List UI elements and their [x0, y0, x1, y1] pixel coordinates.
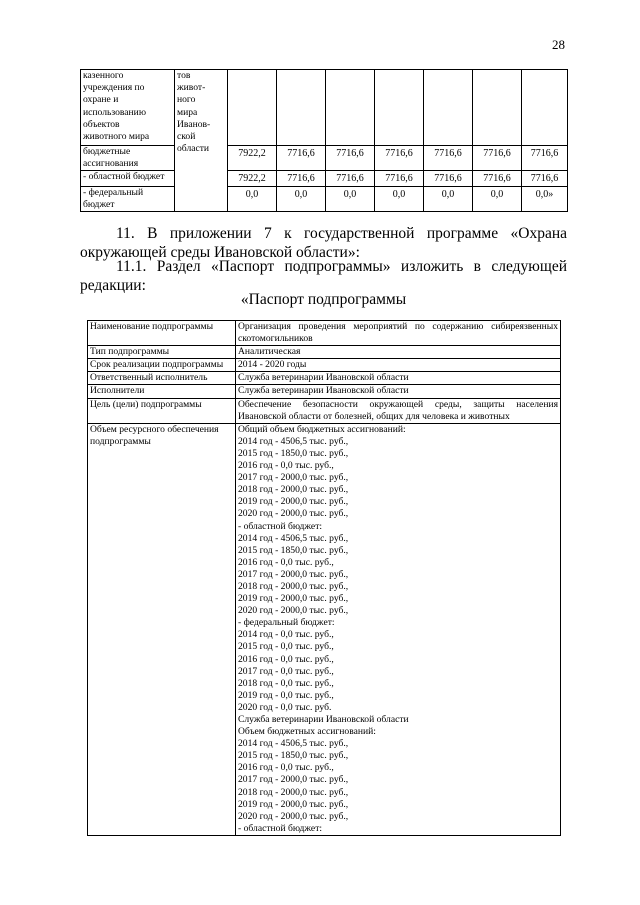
resource-line: 2015 год - 1850,0 тыс. руб., [238, 447, 349, 459]
resource-line: - областной бюджет: [238, 520, 323, 532]
value-cell: 0,0 [375, 186, 424, 211]
paragraph-11-1 [80, 257, 567, 295]
resource-line: 2018 год - 2000,0 тыс. руб., [238, 484, 349, 496]
value-cell: 7716,6 [375, 146, 424, 171]
table-row [88, 423, 561, 835]
cell-line: объектов [83, 118, 120, 130]
value-cell: 0,0 [228, 186, 277, 211]
resource-lines-cell [236, 423, 561, 835]
resource-line: 2017 год - 2000,0 тыс. руб., [238, 774, 349, 786]
page-number: 28 [552, 37, 565, 52]
cell-line: казенного [83, 70, 124, 81]
resource-line: 2016 год - 0,0 тыс. руб., [238, 762, 334, 774]
table-row [88, 398, 561, 423]
cell-line: тов [177, 70, 191, 81]
value-cell: 7716,6 [375, 171, 424, 186]
resource-line: 2016 год - 0,0 тыс. руб., [238, 653, 334, 665]
resource-line: 2017 год - 2000,0 тыс. руб., [238, 568, 349, 580]
passport-label: Ответственный исполнитель [88, 372, 236, 385]
passport-value: Аналитическая [236, 346, 561, 359]
value-cell: 0,0» [522, 186, 568, 211]
table-row [81, 171, 568, 186]
value-cell: 0,0 [473, 186, 522, 211]
resource-line: 2015 год - 1850,0 тыс. руб., [238, 544, 349, 556]
cell-line: Иванов- [177, 118, 211, 130]
value-cell: 7716,6 [473, 171, 522, 186]
passport-value: Служба ветеринарии Ивановской области [236, 385, 561, 398]
resource-line: 2016 год - 0,0 тыс. руб., [238, 460, 334, 472]
value-cell: 0,0 [424, 186, 473, 211]
passport-label: Цель (цели) подпрограммы [88, 398, 236, 423]
table-row [88, 321, 561, 346]
table-row [88, 372, 561, 385]
cell-line: использованию [83, 106, 146, 118]
executor-short-cell [175, 70, 228, 212]
resource-line: 2015 год - 0,0 тыс. руб., [238, 641, 334, 653]
passport-label: Срок реализации подпрограммы [88, 359, 236, 372]
paragraph-11-text: 11. В приложении 7 к государственной программе «Охрана окружающей среды Ивановской области»: [80, 225, 567, 261]
resource-line: 2016 год - 0,0 тыс. руб., [238, 556, 334, 568]
resource-line: 2019 год - 2000,0 тыс. руб., [238, 496, 349, 508]
resource-line: 2014 год - 4506,5 тыс. руб., [238, 532, 349, 544]
passport-label: Исполнители [88, 385, 236, 398]
cell-line: животного мира [83, 131, 150, 143]
resource-line: Объем бюджетных ассигнований: [238, 726, 376, 738]
passport-label: Наименование подпрограммы [88, 321, 236, 346]
resource-line: 2018 год - 2000,0 тыс. руб., [238, 580, 349, 592]
passport-value: 2014 - 2020 годы [236, 359, 561, 372]
resource-line: 2020 год - 2000,0 тыс. руб., [238, 810, 349, 822]
cell-line: живот- [177, 82, 206, 94]
resource-line: 2018 год - 2000,0 тыс. руб., [238, 786, 349, 798]
cell-line: охране и [83, 94, 119, 106]
resource-line: 2019 год - 0,0 тыс. руб., [238, 689, 334, 701]
resource-line: Служба ветеринарии Ивановской области [238, 714, 409, 725]
value-cell: 7716,6 [424, 146, 473, 171]
resource-line: 2019 год - 2000,0 тыс. руб., [238, 798, 349, 810]
table-row [81, 186, 568, 211]
value-cell: 7716,6 [326, 146, 375, 171]
executor-name-cell [81, 70, 175, 146]
value-cell: 7922,2 [228, 171, 277, 186]
passport-value: Обеспечение безопасности окружающей среды, защиты населения Ивановской области от болезней, общих для человека и животных [236, 398, 561, 423]
passport-label: Тип подпрограммы [88, 346, 236, 359]
budget-table-continuation [80, 69, 568, 212]
cell-line: мира [177, 106, 198, 118]
value-cell: 0,0 [326, 186, 375, 211]
resource-line: 2019 год - 2000,0 тыс. руб., [238, 593, 349, 605]
resource-line: 2017 год - 2000,0 тыс. руб., [238, 472, 349, 484]
value-cell: 0,0 [277, 186, 326, 211]
row-label: бюджетные ассигнования [81, 146, 175, 171]
table-row [88, 359, 561, 372]
resource-line: 2014 год - 4506,5 тыс. руб., [238, 738, 349, 750]
passport-heading: «Паспорт подпрограммы [240, 291, 407, 308]
resource-line: Общий объем бюджетных ассигнований: [238, 423, 406, 435]
row-label: - областной бюджет [81, 171, 175, 186]
resource-line: 2020 год - 2000,0 тыс. руб., [238, 508, 349, 520]
passport-table [87, 320, 561, 836]
row-label: - федеральный бюджет [81, 186, 175, 211]
value-cell: 7922,2 [228, 146, 277, 171]
cell-line: ской [177, 131, 196, 143]
resource-line: - федеральный бюджет: [238, 617, 335, 629]
value-cell: 7716,6 [522, 146, 568, 171]
table-row [88, 385, 561, 398]
cell-line: ного [177, 94, 196, 106]
cell-line: области [177, 143, 210, 155]
passport-value: Служба ветеринарии Ивановской области [236, 372, 561, 385]
passport-label: Объем ресурсного обеспечения подпрограммы [88, 423, 236, 835]
value-cell: 7716,6 [277, 171, 326, 186]
table-row [81, 70, 568, 146]
passport-value: Организация проведения мероприятий по содержанию сибиреязвенных скотомогильников [236, 321, 561, 346]
resource-line: 2014 год - 4506,5 тыс. руб., [238, 435, 349, 447]
resource-line: 2018 год - 0,0 тыс. руб., [238, 677, 334, 689]
value-cell: 7716,6 [473, 146, 522, 171]
resource-line: 2014 год - 0,0 тыс. руб., [238, 629, 334, 641]
resource-line: 2017 год - 0,0 тыс. руб., [238, 665, 334, 677]
value-cell: 7716,6 [326, 171, 375, 186]
value-cell: 7716,6 [522, 171, 568, 186]
paragraph-11-1-text: 11.1. Раздел «Паспорт подпрограммы» изложить в следующей редакции: [80, 258, 567, 294]
resource-line: 2020 год - 2000,0 тыс. руб., [238, 605, 349, 617]
table-row [81, 146, 568, 171]
cell-line: учреждения по [83, 82, 145, 94]
table-row [88, 346, 561, 359]
value-cell: 7716,6 [277, 146, 326, 171]
resource-line: 2015 год - 1850,0 тыс. руб., [238, 750, 349, 762]
value-cell: 7716,6 [424, 171, 473, 186]
resource-line: 2020 год - 0,0 тыс. руб. [238, 701, 332, 713]
resource-line: - областной бюджет: [238, 822, 323, 834]
